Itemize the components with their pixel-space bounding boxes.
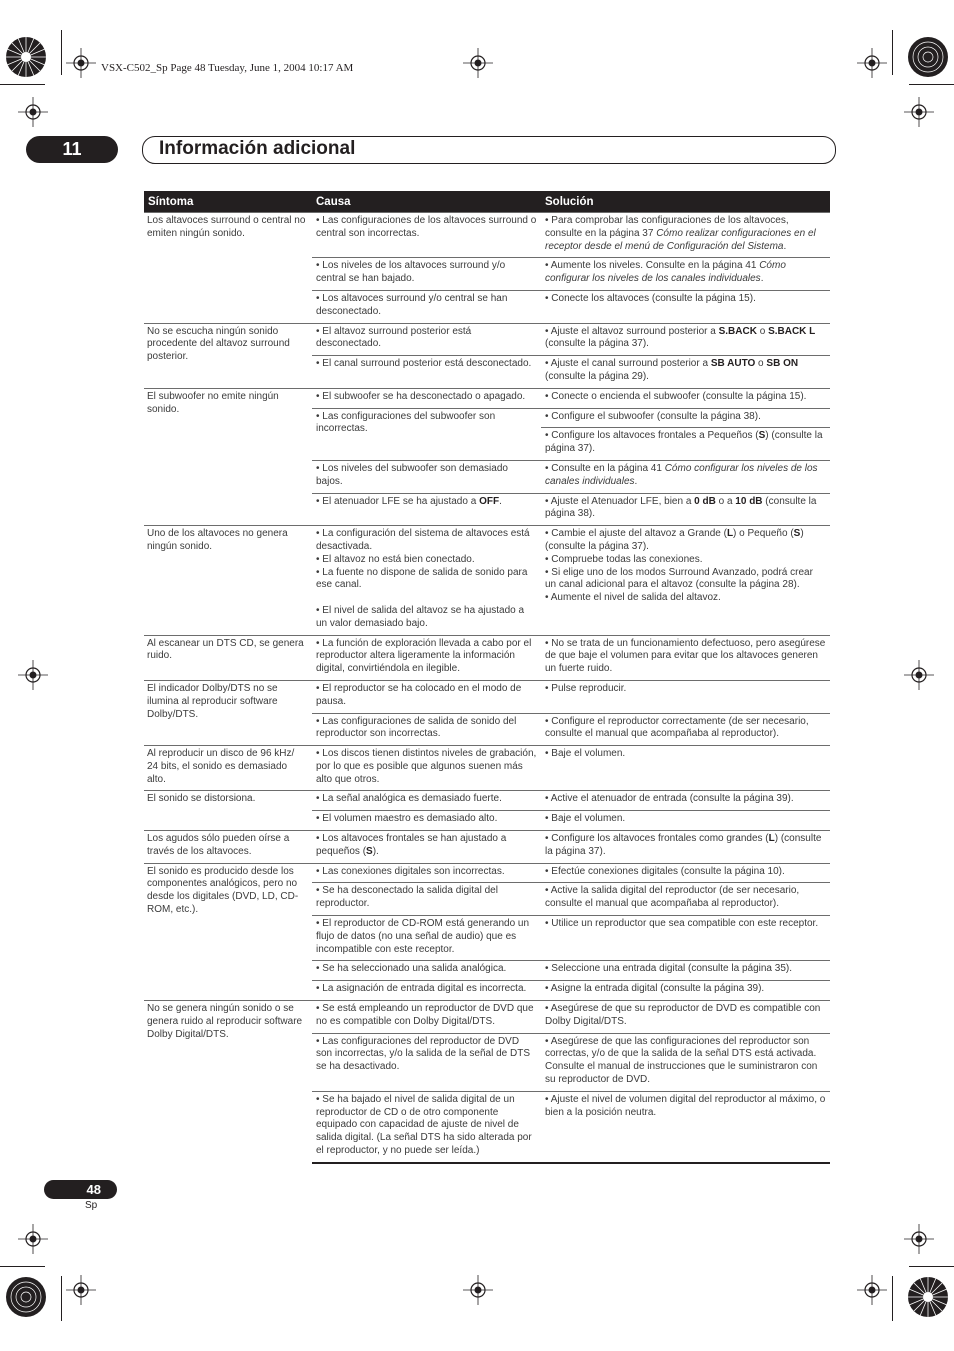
cell-cause: • La asignación de entrada digital es incorrecta. — [312, 981, 541, 1001]
registration-mark-top-right-wheel — [906, 35, 950, 79]
cell-symptom: No se escucha ningún sonido procedente del altavoz surround posterior. — [144, 323, 312, 388]
cell-symptom: No se genera ningún sonido o se genera ruido al reproducir software Dolby Digital/DTS. — [144, 1001, 312, 1163]
cell-cause: • El reproductor se ha colocado en el modo de pausa. — [312, 680, 541, 713]
cell-cause: • Se está empleando un reproductor de DVD que no es compatible con Dolby Digital/DTS. — [312, 1001, 541, 1034]
cell-solution: • Configure el subwoofer (consulte la página 38). — [541, 408, 830, 428]
cell-solution: • Efectúe conexiones digitales (consulte la página 10). — [541, 863, 830, 883]
cell-cause: • La función de exploración llevada a cabo por el reproductor altera ligeramente la información digital, convirtiéndola en ilegible. — [312, 635, 541, 680]
crop-line — [909, 1266, 954, 1267]
crop-line — [892, 1276, 893, 1321]
cell-solution: • Aumente los niveles. Consulte en la página 41 Cómo configurar los niveles de los canales individuales. — [541, 258, 830, 291]
cell-cause: • Las configuraciones de salida de sonido del reproductor son incorrectas. — [312, 713, 541, 746]
cell-solution: • Configure el reproductor correctamente (de ser necesario, consulte el manual que acompañaba al reproductor). — [541, 713, 830, 746]
cell-solution: • Baje el volumen. — [541, 811, 830, 831]
cell-solution: • Asegúrese de que las configuraciones del reproductor son correctas, y/o de que la salida de la señal DTS está activada. Consulte el manual de instrucciones que le suministraron con su reproductor de DVD. — [541, 1033, 830, 1091]
cell-solution: • Ajuste el Atenuador LFE, bien a 0 dB o a 10 dB (consulte la página 38). — [541, 493, 830, 526]
cell-symptom: El sonido es producido desde los componentes analógicos, pero no desde los digitales (DVD, LD, CD-ROM, etc.). — [144, 863, 312, 1000]
crosshair-icon — [463, 48, 493, 78]
cell-cause: • Los niveles de los altavoces surround y/o central se han bajado. — [312, 258, 541, 291]
cell-cause: • Los niveles del subwoofer son demasiado bajos. — [312, 460, 541, 493]
cell-cause: • El reproductor de CD-ROM está generando un flujo de datos (no una señal de audio) que es incompatible con este receptor. — [312, 916, 541, 961]
crosshair-icon — [66, 1275, 96, 1305]
cell-solution: • No se trata de un funcionamiento defectuoso, pero asegúrese de que baje el volumen para evitar que los altavoces generen un fuerte ruido. — [541, 635, 830, 680]
table-row — [144, 746, 830, 791]
cell-solution: • Ajuste el nivel de volumen digital del reproductor al máximo, o bien a la posición neutra. — [541, 1091, 830, 1162]
cell-symptom: Al escanear un DTS CD, se genera ruido. — [144, 635, 312, 680]
cell-solution: • Utilice un reproductor que sea compatible con este receptor. — [541, 916, 830, 961]
cell-symptom: Los altavoces surround o central no emiten ningún sonido. — [144, 213, 312, 324]
cell-solution: • Para comprobar las configuraciones de los altavoces, consulte en la página 37 Cómo realizar configuraciones en el receptor desde el menú de Configuración del Sistema. — [541, 213, 830, 258]
cell-solution: • Asegúrese de que su reproductor de DVD es compatible con Dolby Digital/DTS. — [541, 1001, 830, 1034]
registration-mark-top-left-wheel — [4, 35, 48, 79]
crosshair-icon — [463, 1275, 493, 1305]
cell-solution: • Cambie el ajuste del altavoz a Grande (L) o Pequeño (S) (consulte la página 37). • Compruebe todas las conexiones. • Si elige uno de los modos Surround Avanzado, podrá crear un canal adicional para el altavoz (consulte la página 28). • Aumente el nivel de salida del altavoz. — [541, 526, 830, 635]
crosshair-icon — [857, 48, 887, 78]
crop-line — [0, 84, 45, 85]
page-title: Información adicional — [159, 138, 356, 159]
cell-cause: • Los altavoces surround y/o central se han desconectado. — [312, 290, 541, 323]
cell-solution: • Configure los altavoces frontales como grandes (L) (consulte la página 37). — [541, 831, 830, 864]
crop-line — [909, 84, 954, 85]
cell-cause: • Las configuraciones de los altavoces surround o central son incorrectas. — [312, 213, 541, 258]
cell-cause: • Se ha seleccionado una salida analógica. — [312, 961, 541, 981]
crosshair-icon — [66, 48, 96, 78]
cell-solution: • Active el atenuador de entrada (consulte la página 39). — [541, 791, 830, 811]
crosshair-icon — [904, 1224, 934, 1254]
registration-mark-bottom-left-wheel — [4, 1275, 48, 1319]
cell-cause: • Se ha desconectado la salida digital del reproductor. — [312, 883, 541, 916]
troubleshooting-table — [144, 191, 830, 1164]
registration-mark-bottom-right-wheel — [906, 1275, 950, 1319]
cell-cause: • Las conexiones digitales son incorrectas. — [312, 863, 541, 883]
table-row — [144, 1001, 830, 1034]
crop-line — [61, 1276, 62, 1321]
chapter-title-bar — [142, 136, 836, 164]
cell-cause: • El atenuador LFE se ha ajustado a OFF. — [312, 493, 541, 526]
header-solution: Solución — [541, 191, 830, 213]
table-row — [144, 635, 830, 680]
cell-cause: • Los discos tienen distintos niveles de grabación, por lo que es posible que algunos suenen más alto que otros. — [312, 746, 541, 791]
table-row — [144, 831, 830, 864]
crosshair-icon — [18, 660, 48, 690]
cell-cause: • El volumen maestro es demasiado alto. — [312, 811, 541, 831]
cell-solution: • Baje el volumen. — [541, 746, 830, 791]
cell-symptom: Los agudos sólo pueden oírse a través de los altavoces. — [144, 831, 312, 864]
cell-solution: • Asigne la entrada digital (consulte la página 39). — [541, 981, 830, 1001]
cell-solution: • Ajuste el canal surround posterior a SB AUTO o SB ON (consulte la página 29). — [541, 356, 830, 389]
page-language: Sp — [85, 1200, 98, 1211]
cell-solution: • Ajuste el altavoz surround posterior a S.BACK o S.BACK L (consulte la página 37). — [541, 323, 830, 356]
cell-cause: • Los altavoces frontales se han ajustado a pequeños (S). — [312, 831, 541, 864]
header-symptom: Síntoma — [144, 191, 312, 213]
cell-symptom: Uno de los altavoces no genera ningún sonido. — [144, 526, 312, 635]
cell-cause: • El subwoofer se ha desconectado o apagado. — [312, 388, 541, 408]
cell-cause: • La configuración del sistema de altavoces está desactivada. • El altavoz no está bien conectado. • La fuente no dispone de salida de sonido para ese canal. • El nivel de salida del altavoz se ha ajustado a un valor demasiado bajo. — [312, 526, 541, 635]
table-row — [144, 213, 830, 258]
cell-cause: • El canal surround posterior está desconectado. — [312, 356, 541, 389]
crosshair-icon — [18, 1224, 48, 1254]
cell-symptom: El sonido se distorsiona. — [144, 791, 312, 831]
cell-symptom: El subwoofer no emite ningún sonido. — [144, 388, 312, 525]
cell-cause: • Se ha bajado el nivel de salida digital de un reproductor de CD o de otro componente equipado con capacidad de ajuste de nivel de salida digital. (La señal DTS ha sido alterada por el reproductor, y no puede ser leída.) — [312, 1091, 541, 1162]
header-cause: Causa — [312, 191, 541, 213]
cell-solution: • Active la salida digital del reproductor (de ser necesario, consulte el manual que acompañaba al reproductor). — [541, 883, 830, 916]
table-row — [144, 526, 830, 635]
table-row — [144, 323, 830, 356]
crop-line — [892, 30, 893, 75]
page-number-badge: 48 — [44, 1180, 117, 1199]
cell-cause: • Las configuraciones del subwoofer son incorrectas. — [312, 408, 541, 460]
cell-cause: • El altavoz surround posterior está desconectado. — [312, 323, 541, 356]
table-row — [144, 388, 830, 408]
crosshair-icon — [18, 97, 48, 127]
cell-symptom: El indicador Dolby/DTS no se ilumina al reproducir software Dolby/DTS. — [144, 680, 312, 745]
cell-solution: • Consulte en la página 41 Cómo configurar los niveles de los canales individuales. — [541, 460, 830, 493]
cell-solution: • Configure los altavoces frontales a Pequeños (S) (consulte la página 37). — [541, 428, 830, 461]
table-row — [144, 680, 830, 713]
crosshair-icon — [904, 660, 934, 690]
print-info: VSX-C502_Sp Page 48 Tuesday, June 1, 2004 10:17 AM — [101, 62, 354, 74]
crop-line — [61, 30, 62, 75]
crosshair-icon — [904, 97, 934, 127]
cell-cause: • Las configuraciones del reproductor de DVD son incorrectas, y/o la salida de la señal de DTS se ha desactivado. — [312, 1033, 541, 1091]
chapter-number-badge: 11 — [26, 136, 118, 163]
cell-cause: • La señal analógica es demasiado fuerte. — [312, 791, 541, 811]
table-header-row — [144, 191, 830, 213]
cell-symptom: Al reproducir un disco de 96 kHz/ 24 bits, el sonido es demasiado alto. — [144, 746, 312, 791]
table-body — [144, 213, 830, 1163]
table-row — [144, 863, 830, 883]
cell-solution: • Seleccione una entrada digital (consulte la página 35). — [541, 961, 830, 981]
cell-solution: • Conecte los altavoces (consulte la página 15). — [541, 290, 830, 323]
cell-solution: • Pulse reproducir. — [541, 680, 830, 713]
table-row — [144, 791, 830, 811]
cell-solution: • Conecte o encienda el subwoofer (consulte la página 15). — [541, 388, 830, 408]
crop-line — [0, 1266, 45, 1267]
crosshair-icon — [857, 1275, 887, 1305]
